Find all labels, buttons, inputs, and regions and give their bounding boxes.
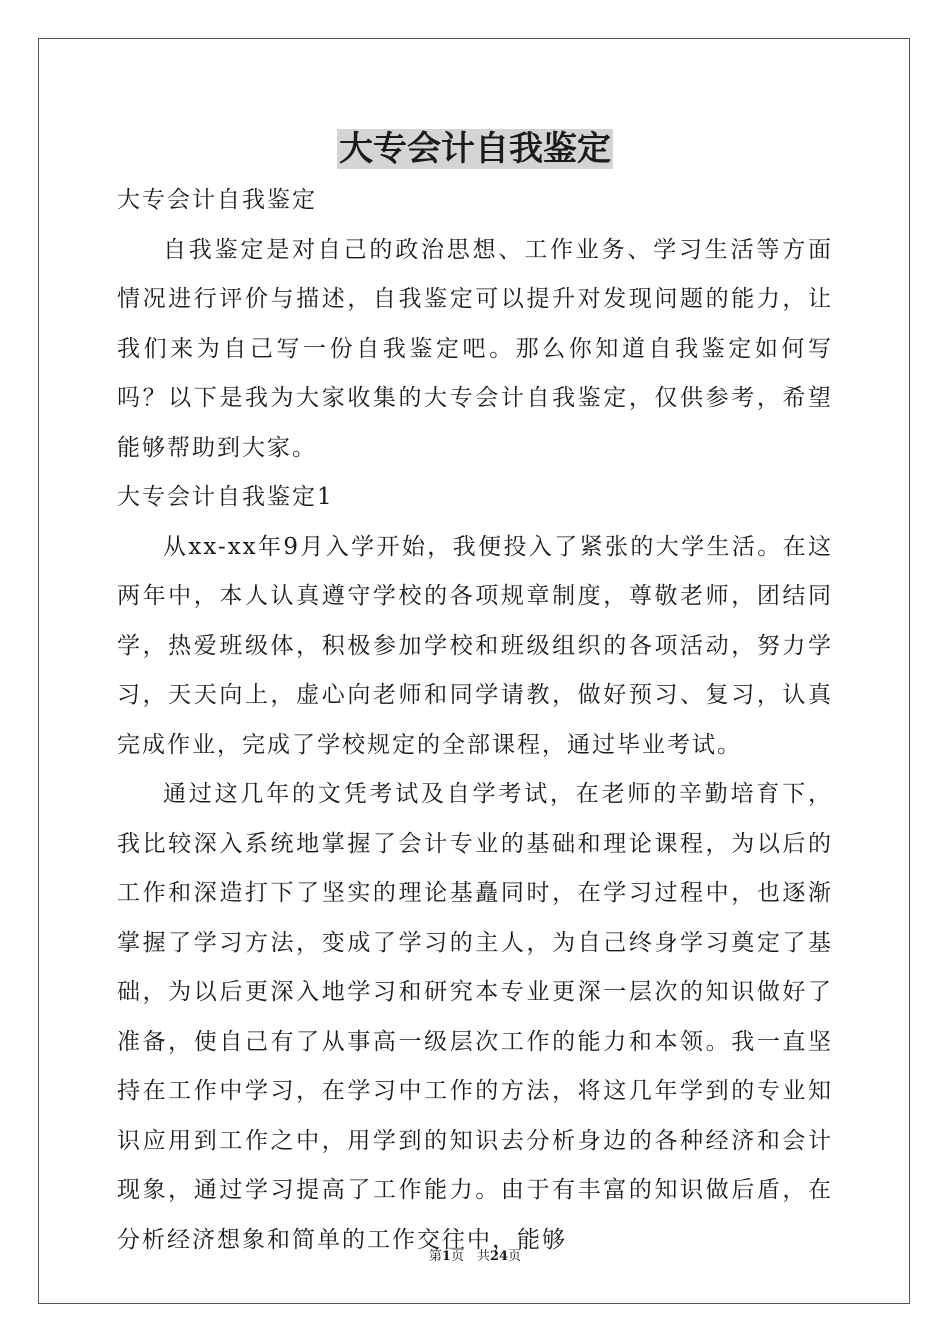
page-number-total: 24 [489,1249,509,1264]
document-subtitle: 大专会计自我鉴定 [117,187,317,213]
document-body [117,176,833,1265]
section-paragraph-2: 通过这几年的文凭考试及自学考试，在老师的辛勤培育下，我比较深入系统地掌握了会计专业的基础和理论课程，为以后的工作和深造打下了坚实的理论基矗同时，在学习过程中，也逐渐掌握了学习方法，变成了学习的主人，为自己终身学习奠定了基础，为以后更深入地学习和研究本专业更深一层次的知识做好了准备，使自己有了从事高一级层次工作的能力和本领。我一直坚持在工作中学习，在学习中工作的方法，将这几年学到的专业知识应用到工作之中，用学到的知识去分析身边的各种经济和会计现象，通过学习提高了工作能力。由于有丰富的知识做后盾，在分析经济想象和简单的工作交往中，能够 [117,781,833,1253]
section-paragraph-1: 从xx-xx年9月入学开始，我便投入了紧张的大学生活。在这两年中，本人认真遵守学校的各项规章制度，尊敬老师，团结同学，热爱班级体，积极参加学校和班级组织的各项活动，努力学习，天天向上，虚心向老师和同学请教，做好预习、复习，认真完成作业，完成了学校规定的全部课程，通过毕业考试。 [117,533,833,758]
page-number-prefix: 第 [428,1249,442,1264]
document-title [0,127,950,171]
section-heading: 大专会计自我鉴定1 [117,484,334,510]
intro-paragraph: 自我鉴定是对自己的政治思想、工作业务、学习生活等方面情况进行评价与描述，自我鉴定可以提升对发现问题的能力，让我们来为自己写一份自我鉴定吧。那么你知道自我鉴定如何写吗？以下是我为大家收集的大专会计自我鉴定，仅供参考，希望能够帮助到大家。 [117,236,833,461]
page-footer [0,1248,950,1266]
document-title-text: 大专会计自我鉴定 [339,129,611,169]
page-number-middle: 页 共 [450,1249,490,1264]
page-number-suffix: 页 [508,1249,522,1264]
page-number-current: 1 [441,1249,451,1264]
